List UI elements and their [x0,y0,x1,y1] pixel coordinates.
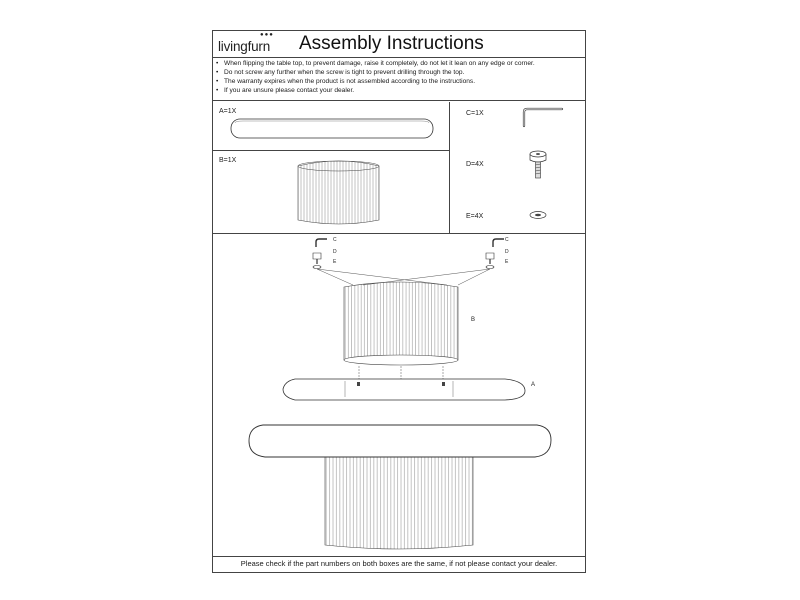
part-a-label: A=1X [219,108,237,115]
instruction-sheet [212,30,586,573]
bullet-icon: • [216,69,219,76]
bullet-icon: • [216,87,219,94]
label-d-left: D [333,249,337,255]
washer-left [313,266,321,269]
washer-right [486,266,494,269]
note-item: • When flipping the table top, to prevent damage, raise it completely, do not let it lean on any edge or corner. [216,60,535,67]
table-top-a [283,379,525,400]
bullet-icon: • [216,60,219,67]
table-top-assembled [249,425,551,457]
allen-key-right [493,239,504,247]
page-title: Assembly Instructions [299,33,484,54]
bolt-left [313,253,321,259]
bullet-icon: • [216,78,219,85]
notes-list [213,57,585,101]
brand-logo: livingfurn [218,39,271,54]
pedestal-base-icon [213,150,449,233]
note-item: • If you are unsure please contact your dealer. [216,87,355,94]
assembled-table-diagram [213,403,585,557]
header [213,31,585,58]
label-b: B [471,317,476,323]
label-d-right: D [505,249,509,255]
part-e-label: E=4X [466,213,484,220]
bolt-right [486,253,494,259]
label-e-right: E [505,259,509,265]
label-e-left: E [333,259,337,265]
part-b-label: B=1X [219,157,237,164]
parts-list [213,102,585,234]
exploded-assembly-diagram [213,233,585,403]
pedestal-b [344,282,458,365]
footer-note: Please check if the part numbers on both boxes are the same, if not please contact your dealer. [213,556,585,572]
label-c-left: C [333,237,337,243]
allen-key-left [316,239,327,247]
connector-bolt-icon [523,148,553,188]
note-item: • Do not screw any further when the screw is tight to prevent drilling through the top. [216,69,465,76]
table-top-icon [213,102,449,150]
part-c-label: C=1X [466,110,484,117]
brand-dots-icon: ●●● [260,32,274,38]
part-d-label: D=4X [466,161,484,168]
pedestal-assembled [325,457,473,549]
label-a: A [531,382,536,388]
label-c-right: C [505,237,509,243]
washer-icon [523,206,553,226]
divider [449,102,450,233]
allen-key-icon [513,102,573,136]
note-item: • The warranty expires when the product is not assembled according to the instructions. [216,78,476,85]
